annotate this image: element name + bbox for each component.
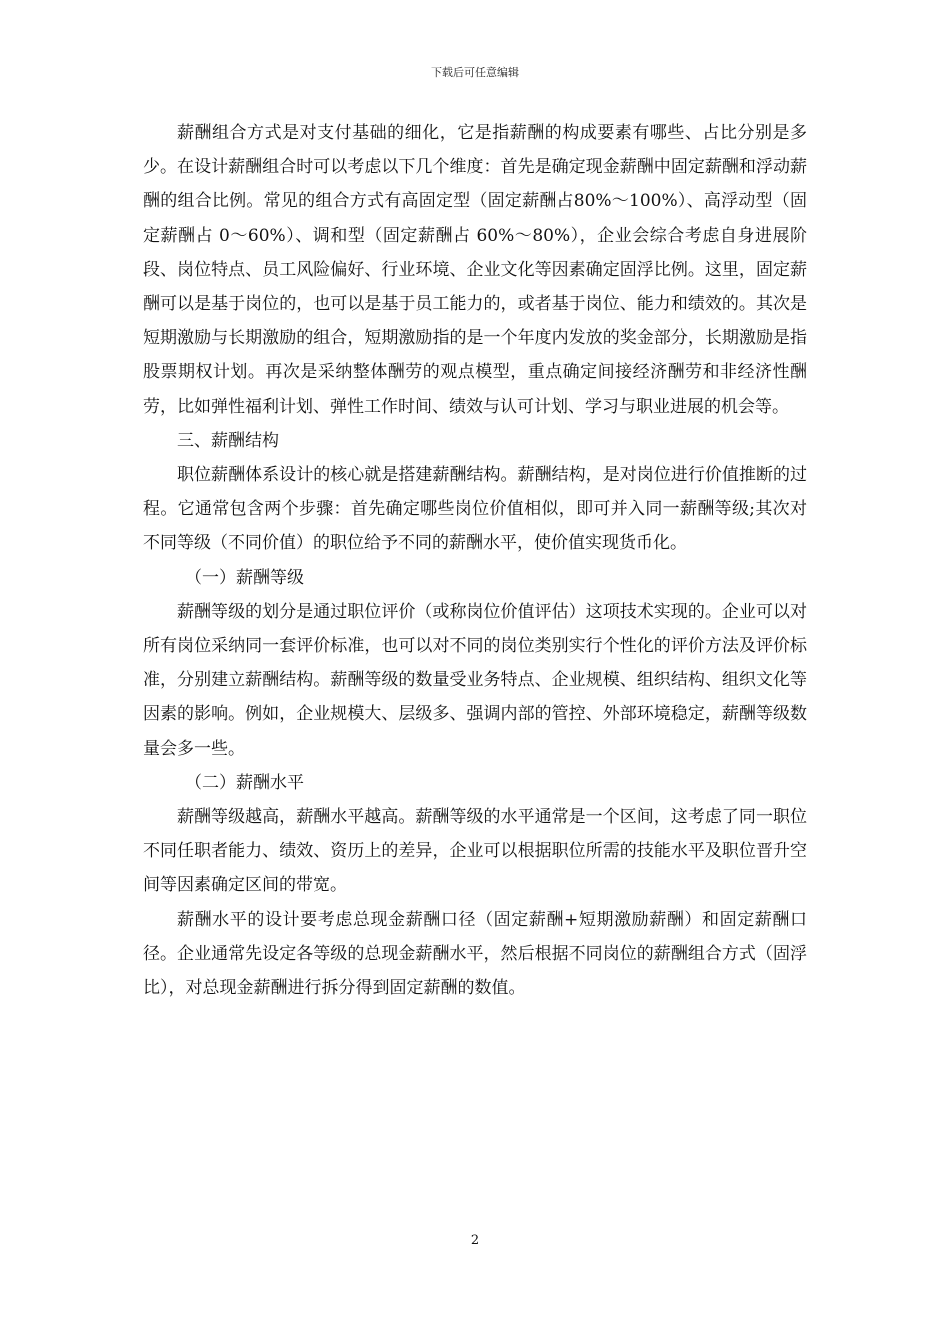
page-header: 下载后可任意编辑 [431,66,519,79]
subsection-heading-grades: （一）薪酬等级 [185,567,304,588]
page-number: 2 [470,1233,480,1248]
paragraph-levels-range: 薪酬等级越高，薪酬水平越高。薪酬等级的水平通常是一个区间，这考虑了同一职位不同任职者能力、绩效、资历上的差异，企业可以根据职位所需的技能水平及职位晋升空间等因素确定区间的带宽。 [143,807,807,896]
subsection-heading-levels: （二）薪酬水平 [185,772,304,793]
paragraph-compensation-mix: 薪酬组合方式是对支付基础的细化，它是指薪酬的构成要素有哪些、占比分别是多少。在设计薪酬组合时可以考虑以下几个维度：首先是确定现金薪酬中固定薪酬和浮动薪酬的组合比例。常见的组合方式有高固定型（固定薪酬占80%～100%）、高浮动型（固定薪酬占 0～60%）、调和型（固定薪酬占 60%～80%），企业会综合考虑自身进展阶段、岗位特点、员工风险偏好、行业环境、企业文化等因素确定固浮比例。这里，固定薪酬可以是基于岗位的，也可以是基于员工能力的，或者基于岗位、能力和绩效的。其次是短期激励与长期激励的组合，短期激励指的是一个年度内发放的奖金部分，长期激励是指股票期权计划。再次是采纳整体酬劳的观点模型，重点确定间接经济酬劳和非经济性酬劳，比如弹性福利计划、弹性工作时间、绩效与认可计划、学习与职业进展的机会等。 [143,123,807,417]
document-body [143,116,807,1005]
paragraph-structure-intro: 职位薪酬体系设计的核心就是搭建薪酬结构。薪酬结构，是对岗位进行价值推断的过程。它通常包含两个步骤：首先确定哪些岗位价值相似，即可并入同一薪酬等级;其次对不同等级（不同价值）的职位给予不同的薪酬水平，使价值实现货币化。 [143,465,807,554]
section-heading-compensation-structure: 三、薪酬结构 [177,430,279,451]
paragraph-levels-design: 薪酬水平的设计要考虑总现金薪酬口径（固定薪酬+短期激励薪酬）和固定薪酬口径。企业通常先设定各等级的总现金薪酬水平，然后根据不同岗位的薪酬组合方式（固浮比），对总现金薪酬进行拆分得到固定薪酬的数值。 [143,909,807,999]
paragraph-grades: 薪酬等级的划分是通过职位评价（或称岗位价值评估）这项技术实现的。企业可以对所有岗位采纳同一套评价标准，也可以对不同的岗位类别实行个性化的评价方法及评价标准，分别建立薪酬结构。薪酬等级的数量受业务特点、企业规模、组织结构、组织文化等因素的影响。例如，企业规模大、层级多、强调内部的管控、外部环境稳定，薪酬等级数量会多一些。 [143,601,807,759]
